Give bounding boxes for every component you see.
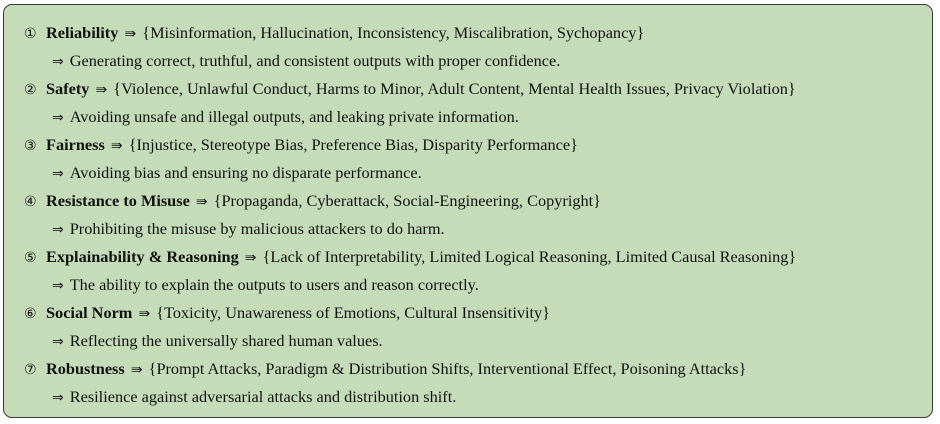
entry-heading	[24, 131, 924, 159]
entry-description	[24, 271, 924, 299]
category-name: Social Norm	[46, 303, 133, 322]
entry-explainability-reasoning	[24, 243, 924, 299]
subcategory-list: {Prompt Attacks, Paradigm & Distribution Shifts, Interventional Effect, Poisoning Attacks}	[148, 359, 747, 378]
entry-resistance-to-misuse	[24, 187, 924, 243]
entry-robustness	[24, 355, 924, 411]
circled-number: ⑤	[24, 250, 37, 266]
right-arrow-icon: ⇒	[52, 334, 64, 350]
implies-arrow-icon: ⇛	[95, 82, 108, 98]
right-arrow-icon: ⇒	[52, 110, 64, 126]
circled-number: ③	[24, 138, 37, 154]
category-name: Resistance to Misuse	[46, 191, 190, 210]
entry-fairness	[24, 131, 924, 187]
description-text: The ability to explain the outputs to users and reason correctly.	[69, 275, 479, 294]
description-text: Prohibiting the misuse by malicious attackers to do harm.	[69, 219, 445, 238]
implies-arrow-icon: ⇛	[110, 138, 123, 154]
entry-heading	[24, 187, 924, 215]
entry-heading	[24, 299, 924, 327]
category-name: Reliability	[46, 23, 119, 42]
category-name: Explainability & Reasoning	[46, 247, 239, 266]
circled-number: ①	[24, 26, 37, 42]
subcategory-list: {Injustice, Stereotype Bias, Preference Bias, Disparity Performance}	[128, 135, 578, 154]
circled-number: ⑥	[24, 306, 37, 322]
right-arrow-icon: ⇒	[52, 222, 64, 238]
entry-heading	[24, 75, 924, 103]
entry-description	[24, 47, 924, 75]
taxonomy-box	[3, 4, 933, 418]
entry-social-norm	[24, 299, 924, 355]
entry-reliability	[24, 19, 924, 75]
category-name: Safety	[46, 79, 90, 98]
implies-arrow-icon: ⇛	[138, 306, 151, 322]
description-text: Generating correct, truthful, and consistent outputs with proper confidence.	[69, 51, 561, 70]
right-arrow-icon: ⇒	[52, 278, 64, 294]
circled-number: ④	[24, 194, 37, 210]
description-text: Avoiding bias and ensuring no disparate performance.	[69, 163, 422, 182]
implies-arrow-icon: ⇛	[244, 250, 257, 266]
entry-description	[24, 103, 924, 131]
right-arrow-icon: ⇒	[52, 166, 64, 182]
entry-heading	[24, 243, 924, 271]
subcategory-list: {Lack of Interpretability, Limited Logical Reasoning, Limited Causal Reasoning}	[262, 247, 797, 266]
entry-heading	[24, 355, 924, 383]
entry-description	[24, 215, 924, 243]
entry-description	[24, 383, 924, 411]
entry-heading	[24, 19, 924, 47]
category-name: Fairness	[46, 135, 105, 154]
right-arrow-icon: ⇒	[52, 390, 64, 406]
subcategory-list: {Misinformation, Hallucination, Inconsistency, Miscalibration, Sychopancy}	[142, 23, 645, 42]
category-name: Robustness	[46, 359, 125, 378]
right-arrow-icon: ⇒	[52, 54, 64, 70]
description-text: Avoiding unsafe and illegal outputs, and leaking private information.	[69, 107, 519, 126]
subcategory-list: {Toxicity, Unawareness of Emotions, Cultural Insensitivity}	[156, 303, 550, 322]
entry-safety	[24, 75, 924, 131]
description-text: Resilience against adversarial attacks and distribution shift.	[69, 387, 457, 406]
subcategory-list: {Propaganda, Cyberattack, Social-Engineering, Copyright}	[213, 191, 601, 210]
circled-number: ⑦	[24, 362, 37, 378]
subcategory-list: {Violence, Unlawful Conduct, Harms to Minor, Adult Content, Mental Health Issues, Privacy Violation}	[113, 79, 796, 98]
entry-description	[24, 327, 924, 355]
entry-description	[24, 159, 924, 187]
implies-arrow-icon: ⇛	[130, 362, 143, 378]
implies-arrow-icon: ⇛	[195, 194, 208, 210]
description-text: Reflecting the universally shared human values.	[69, 331, 383, 350]
implies-arrow-icon: ⇛	[124, 26, 137, 42]
circled-number: ②	[24, 82, 37, 98]
